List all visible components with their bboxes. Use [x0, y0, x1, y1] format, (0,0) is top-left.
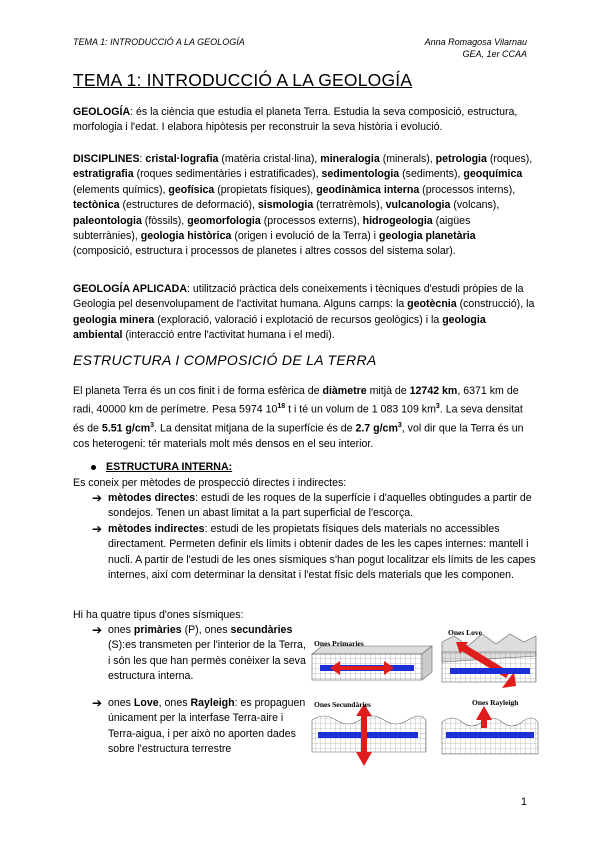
ones-primaries-term: primàries	[133, 624, 182, 636]
estructura-interna-heading: ESTRUCTURA INTERNA:	[106, 461, 233, 473]
page-title: TEMA 1: INTRODUCCIÓ A LA GEOLOGÍA	[73, 70, 413, 90]
geologia-paragraph	[73, 105, 535, 136]
label-primaries: Ones Primaries	[314, 639, 364, 648]
aplicada-ambiental: geologia ambiental	[73, 313, 486, 342]
discipline-name: vulcanologia	[385, 199, 451, 212]
ones-text: (P), ones	[181, 624, 231, 636]
ones-text: : es propaguen únicament per la interfase Terra-aire i Terra-aigua, i per això no aporten dades sobre l'estructura terrestre	[108, 697, 306, 756]
planeta-sup: 18	[277, 403, 286, 411]
discipline-name: tectònica	[73, 199, 120, 212]
discipline-desc: (fòssils),	[141, 214, 188, 227]
header-author: Anna Romagosa Vilarnau	[424, 37, 527, 47]
secundaries-wave-block	[312, 704, 426, 766]
header-course: GEA, 1er CCAA	[462, 49, 527, 59]
discipline-desc: (minerals),	[379, 153, 436, 165]
disciplines-term: DISCIPLINES	[73, 153, 140, 165]
love-wave-block	[442, 634, 536, 688]
discipline-desc: (terratrèmols),	[313, 199, 386, 212]
discipline-name: estratigrafia	[73, 168, 134, 181]
discipline-name: sedimentologia	[321, 168, 400, 181]
header-left: TEMA 1: INTRODUCCIÓ A LA GEOLOGÍA	[73, 37, 245, 47]
seismic-waves-figure	[310, 628, 542, 768]
discipline-desc: (elements químics),	[73, 183, 169, 196]
planeta-densitat: 5.51 g/cm	[101, 422, 151, 435]
disciplines-paragraph: DISCIPLINES: cristal·lografia (matèria cristal·lina), mineralogia (minerals), petrologia (roques), estratigrafia (roques sedimentàries i estratificades), sedimentologia (sediments), geoquímica (elements químics), geofísica (propietats físiques), geodinàmica interna (processos interns), tectònica (estructures de deformació), sismologia (terratrèmols), vulcanologia (volcans), paleontologia (fòssils), geomorfologia (processos externs), hidrogeologia (aigües subterrànies), geologia històrica (origen i evolució de la Terra) i geologia planetària (composició, estructura i processos de planetes i altres cossos del sistema solar).	[73, 153, 533, 258]
aplicada-text: (exploració, valoració i explotació de recursos geològics) i la	[154, 313, 443, 326]
ones-intro: Hi ha quatre tipus d'ones sísmiques:	[73, 609, 244, 621]
section-title: ESTRUCTURA I COMPOSICIÓ DE LA TERRA	[73, 352, 377, 368]
discipline-desc: (sediments),	[399, 168, 464, 181]
arrow-right-icon: ➔	[92, 623, 103, 637]
discipline-name: paleontologia	[73, 214, 142, 227]
discipline-desc: (volcans),	[450, 199, 500, 212]
discipline-desc: (propietats físiques),	[214, 183, 317, 196]
planeta-text: mitjà de	[366, 385, 410, 397]
metodes-indirectes-term: mètodes indirectes	[108, 523, 205, 535]
arrow-right-icon: ➔	[92, 491, 103, 505]
primaries-wave-block	[312, 646, 432, 680]
aplicada-text: (interacció entre l'activitat humana i el medi).	[122, 329, 335, 342]
ones-text: ones	[108, 624, 134, 636]
planeta-text: . La seva densitat és de	[73, 403, 523, 435]
discipline-name: cristal·lografia	[145, 153, 219, 165]
metodes-indirectes-text: : estudi de les propietats físiques dels materials no accessibles directament. Permeten definir els límits i obtenir dades de les les capes internes: mantell i nucli. A partir de l'estudi de les ones sísmiques s'han pogut localitzar els límits de les capes internes, així com determinar la densitat i l'estat físic dels materials que les componen.	[108, 523, 536, 582]
page-number: 1	[520, 796, 527, 808]
planeta-text: . La densitat mitjana de la superfície és de	[154, 422, 356, 435]
planeta-text: t i té un volum de 1 083 109 km	[285, 403, 436, 416]
ones-text: ones	[108, 697, 134, 709]
discipline-name: geologia planetària	[378, 230, 476, 243]
discipline-name: sismologia	[257, 199, 314, 212]
label-rayleigh: Ones Rayleigh	[472, 698, 519, 707]
ones-item-primaries	[108, 623, 306, 685]
aplicada-minera: geologia minera	[73, 313, 155, 326]
aplicada-text: (construcció), la	[456, 298, 535, 311]
discipline-desc: (processos interns),	[419, 183, 516, 196]
label-secundaries: Ones Secundàries	[314, 700, 371, 709]
discipline-name: hidrogeologia	[362, 214, 433, 227]
discipline-name: geologia històrica	[140, 230, 232, 243]
discipline-desc: (origen i evolució de la Terra) i	[231, 230, 379, 243]
rayleigh-wave-block	[442, 706, 538, 754]
planeta-sup: 3	[435, 403, 440, 411]
header-right	[425, 36, 527, 60]
planeta-densitat-superficie: 2.7 g/cm	[355, 422, 398, 435]
discipline-desc: (roques),	[486, 153, 533, 165]
planeta-paragraph	[73, 384, 535, 453]
planeta-diametre: diàmetre	[322, 385, 367, 397]
aplicada-paragraph	[73, 282, 535, 344]
planeta-km: 12742 km	[409, 385, 458, 397]
bullet-dot-icon	[91, 465, 96, 470]
estructura-intro: Es coneix per mètodes de prospecció directes i indirectes:	[73, 477, 347, 489]
discipline-desc: (estructures de deformació),	[119, 199, 258, 212]
geologia-text: : és la ciència que estudia el planeta Terra. Estudia la seva composició, estructura, morfologia i l'edat. I elabora hipòtesis per reconstruir la seva història i evolució.	[73, 106, 518, 134]
ones-secundaries-term: secundàries	[230, 624, 293, 636]
disciplines-list	[73, 153, 532, 257]
discipline-desc: (composició, estructura i processos de planetes i altres cossos del sistema solar).	[73, 245, 456, 258]
ones-rayleigh-term: Rayleigh	[190, 697, 235, 709]
planeta-text: El planeta Terra és un cos finit i de forma esfèrica de	[73, 385, 323, 397]
discipline-name: petrologia	[435, 153, 487, 165]
aplicada-geotecnia: geotècnia	[407, 298, 457, 311]
aplicada-text: : utilització pràctica dels coneixements i tècniques d'estudi pròpies de la Geologia pel desenvolupament de l'activitat humana. Alguns camps: la	[73, 283, 524, 311]
metodes-indirectes	[108, 522, 538, 584]
aplicada-term: GEOLOGÍA APLICADA	[73, 283, 187, 295]
ones-love-term: Love	[133, 697, 159, 709]
geologia-term: GEOLOGÍA	[73, 106, 131, 118]
planeta-text: , 6371 km de radi, 40000 km de perímetre. Pesa 5974 10	[73, 385, 519, 416]
discipline-desc: (processos externs),	[260, 214, 363, 227]
discipline-desc: (aigües subterrànies),	[73, 214, 471, 243]
ones-text: , ones	[158, 697, 191, 709]
metodes-directes-term: mètodes directes	[108, 492, 196, 504]
planeta-sup: 3	[150, 422, 155, 430]
discipline-desc: (roques sedimentàries i estratificades),	[133, 168, 322, 181]
ones-item-superficials	[108, 696, 306, 758]
planeta-sup: 3	[397, 422, 402, 430]
discipline-name: geofísica	[168, 183, 215, 196]
discipline-name: mineralogia	[320, 153, 380, 165]
ones-text: (S):es transmeten per l'interior de la Terra, i són les que han permès conèixer la seva estructura interna.	[108, 639, 306, 683]
discipline-name: geomorfologia	[187, 214, 261, 227]
arrow-right-icon: ➔	[92, 522, 103, 536]
discipline-desc: (matèria cristal·lina),	[218, 153, 321, 165]
estructura-interna-bullet	[91, 461, 232, 473]
arrow-right-icon: ➔	[92, 696, 103, 710]
discipline-name: geoquímica	[463, 168, 523, 181]
discipline-name: geodinàmica interna	[316, 183, 420, 196]
metodes-directes	[108, 491, 538, 522]
label-love: Ones Love	[448, 628, 482, 637]
metodes-directes-text: : estudi de les roques de la superfície i d'aquelles obtingudes a partir de sondejos. Tenen un abast limitat a la part superficial de l'escorça.	[108, 492, 532, 520]
planeta-text: , vol dir que la Terra és un cos heterogeni: tér materials molt més densos en el seu interior.	[73, 422, 524, 451]
